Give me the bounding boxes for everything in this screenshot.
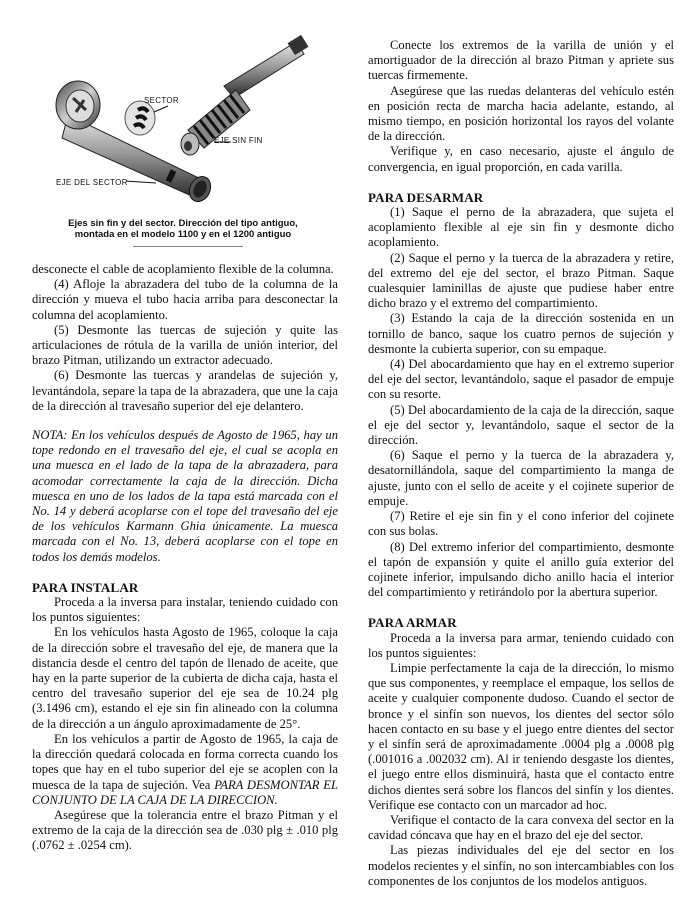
label-sector: SECTOR: [144, 96, 179, 105]
desarmar-step-1: (1) Saque el perno de la abrazadera, que sujeta el acoplamiento flexible al eje sin fin y desmonte dicho acoplamiento.: [368, 205, 674, 250]
instalar-paragraph-2: En los vehículos hasta Agosto de 1965, coloque la caja de la dirección sobre el travesaño del eje, de manera que la distancia desde el centro del tapón de llenado de aceite, que hay en la parte superior de la cubierta de dicha caja, hasta el centro del travesaño superior del eje sea de 10.24 plg (3.1496 cm), estando el eje sin fin alineado con la columna de la dirección a un ángulo aproximadamente de 25°.: [32, 625, 338, 731]
left-column: [32, 262, 338, 854]
paragraph-continued: desconecte el cable de acoplamiento flexible de la columna.: [32, 262, 334, 276]
label-eje-sin-fin: EJE SIN FIN: [214, 136, 263, 145]
step-4: (4) Afloje la abrazadera del tubo de la columna de la dirección y mueva el tubo hacia arriba para desconectar la columna del acoplamiento.: [32, 277, 338, 322]
paragraph-2: Asegúrese que las ruedas delanteras del vehículo estén en posición recta de marcha hacia adelante, estando, al mismo tiempo, en posición horizontal los rayos del volante de la dirección.: [368, 83, 674, 144]
instalar-paragraph-4: Asegúrese que la tolerancia entre el brazo Pitman y el extremo de la caja de la dirección sea de .030 plg ± .010 plg (.0762 ± .0254 cm).: [32, 807, 338, 853]
steering-parts-figure: [28, 30, 338, 260]
desarmar-step-2: (2) Saque el perno y la tuerca de la abrazadera y retire, del extremo del eje del sector, el brazo Pitman. Saque cualesquier laminillas de ajuste que pudiese haber entre dicho brazo y el extremo del compartimiento.: [368, 250, 674, 311]
label-eje-del-sector: EJE DEL SECTOR: [56, 178, 128, 187]
sector-gear-icon: [125, 101, 168, 135]
spacer: [368, 600, 674, 615]
caption-rule: [133, 246, 243, 247]
armar-paragraph-3: Verifique el contacto de la cara convexa del sector en la cavidad cóncava que hay en el brazo del eje del sector.: [368, 812, 674, 843]
instalar-paragraph-1: Proceda a la inversa para instalar, teniendo cuidado con los puntos siguientes:: [32, 595, 338, 625]
paragraph-3: Verifique y, en caso necesario, ajuste el ángulo de convergencia, en igual proporción, en cada varilla.: [368, 144, 674, 174]
steering-shafts-illustration: [28, 30, 338, 220]
caption-line-2: montada en el modelo 1100 y en el 1200 antiguo: [74, 229, 292, 240]
desarmar-step-7: (7) Retire el eje sin fin y el cono inferior del cojinete con sus bolas.: [368, 509, 674, 539]
heading-para-instalar: PARA INSTALAR: [32, 579, 139, 595]
instalar-paragraph-3-text: En los vehículos a partir de Agosto de 1965, la caja de la dirección quedará colocada en forma correcta cuando los topes que hay en el tubo superior del eje se acoplen con la muesca de la tapa de sujeción. Vea: [32, 731, 338, 792]
armar-paragraph-4: Las piezas individuales del eje del sector en los modelos recientes y el sinfín, no son intercambiables con los componentes de los conjuntos de los modelos antiguos.: [368, 843, 674, 888]
caption-line-1: Ejes sin fin y del sector. Dirección del tipo antiguo,: [68, 218, 298, 229]
right-column: [368, 38, 674, 889]
desarmar-step-8: (8) Del extremo inferior del compartimiento, desmonte el tapón de expansión y quite el anillo guía exterior del cojinete inferior, impulsando dicho anillo hacia el interior del compartimiento y retirándolo por la abertura superior.: [368, 539, 674, 600]
heading-para-desarmar: PARA DESARMAR: [368, 189, 484, 205]
step-6: (6) Desmonte las tuercas y arandelas de sujeción y, levantándola, separe la tapa de la abrazadera, que une la caja de la dirección al travesaño superior del eje delantero.: [32, 368, 338, 413]
spacer: [32, 565, 338, 580]
desarmar-step-3: (3) Estando la caja de la dirección sostenida en un tornillo de banco, saque los cuatro pernos de sujeción y desmonte la cubierta superior, con su empaque.: [368, 311, 674, 356]
armar-paragraph-1: Proceda a la inversa para armar, teniendo cuidado con los puntos siguientes:: [368, 630, 674, 660]
step-5: (5) Desmonte las tuercas de sujeción y quite las articulaciones de rótula de la varilla de unión interior, del brazo Pitman, utilizando un extractor adecuado.: [32, 322, 338, 368]
paragraph-1: Conecte los extremos de la varilla de unión y el amortiguador de la dirección al brazo Pitman y apriete sus tuercas firmemente.: [368, 38, 674, 83]
figure-caption: [28, 218, 338, 240]
instalar-paragraph-3: [32, 732, 338, 808]
cross-reference: PARA DESMONTAR EL CONJUNTO DE LA CAJA DE LA DIRECCION.: [32, 777, 338, 807]
desarmar-step-4: (4) Del abocardamiento que hay en el extremo superior del eje del sector, levantándolo, saque el pasador de empuje con su resorte.: [368, 357, 674, 402]
desarmar-step-6: (6) Saque el perno y la tuerca de la abrazadera y, desatornillándola, saque del compartimiento la manga de ajuste, junto con el sello de aceite y el cojinete superior de empuje.: [368, 448, 674, 508]
nota-paragraph: NOTA: En los vehículos después de Agosto de 1965, hay un tope redondo en el travesaño del eje, el cual se acopla en una muesca en el lado de la tapa de la abrazadera, para acomodar correctamente la caja de la dirección. Dicha muesca en uno de los lados de la tapa está marcada con el No. 14 y deberá acoplarse con el tope del travesaño del eje de los vehículos Karmann Ghia únicamente. La muesca marcada con el No. 13, deberá acoplarse con el tope en todos los demás modelos.: [32, 428, 338, 564]
heading-para-armar: PARA ARMAR: [368, 615, 457, 631]
desarmar-step-5: (5) Del abocardamiento de la caja de la dirección, saque el eje del sector y, levantándolo, saque el sector de la dirección.: [368, 402, 674, 448]
spacer: [368, 175, 674, 190]
armar-paragraph-2: Limpie perfectamente la caja de la dirección, lo mismo que sus componentes, y reemplace el empaque, los sellos de aceite y cualquier componente dudoso. Cuando el sector de bronce y el sinfín son nuevos, los dientes del sector sólo hacen contacto en su base y el juego entre dientes del sector y el sinfín será de aproximadamente .0004 plg a .0008 plg (.001016 a .002032 cm). Al ir teniendo desgaste los dientes, el juego entre ellos disminuirá, hasta que el contacto entre dichos dientes será sobre los flancos del sinfín y los dientes. Verifique ese contacto con un marcador ad hoc.: [368, 660, 674, 812]
